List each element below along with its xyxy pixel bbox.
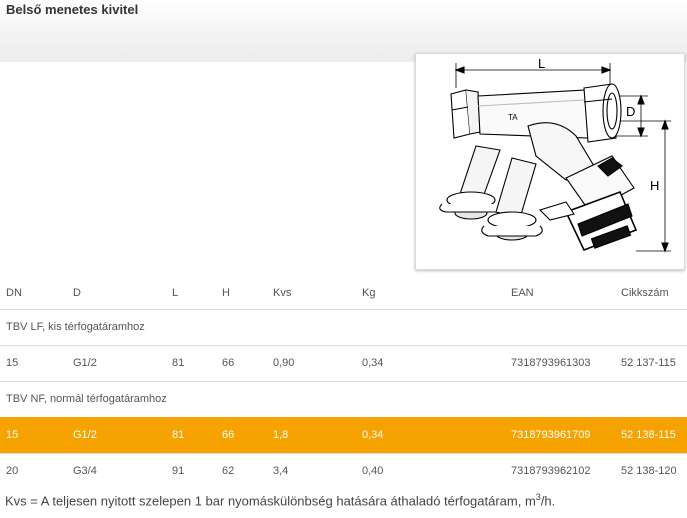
- cell-ean: 7318793961709: [511, 428, 591, 441]
- group-title: TBV NF, normál térfogatáramhoz: [6, 393, 167, 406]
- cell-cikkszam: 52 138-115: [621, 428, 676, 441]
- table-row-highlighted: [0, 417, 687, 453]
- cell-h: 62: [222, 465, 235, 478]
- footnote-suffix: /h.: [540, 493, 556, 509]
- col-kvs: Kvs: [273, 286, 292, 299]
- cell-kvs: 0,90: [273, 357, 295, 369]
- cell-h: 66: [222, 357, 235, 369]
- cell-d: G1/2: [73, 428, 97, 441]
- body-marking: TA: [508, 113, 518, 122]
- cell-kg: 0,40: [362, 465, 384, 478]
- dim-label-h: H: [650, 178, 660, 193]
- cell-ean: 7318793961303: [511, 357, 591, 369]
- cell-cikkszam: 52 138-120: [621, 465, 677, 478]
- cell-dn: 15: [6, 357, 19, 369]
- col-ean: EAN: [511, 286, 534, 299]
- cell-l: 81: [172, 428, 185, 441]
- cell-kg: 0,34: [362, 357, 384, 369]
- col-h: H: [222, 286, 230, 299]
- cell-kg: 0,34: [362, 428, 384, 441]
- cell-cikkszam: 52 137-115: [621, 357, 676, 369]
- col-kg: Kg: [362, 286, 376, 299]
- group-header-row: [0, 309, 687, 345]
- table-row: [0, 453, 687, 489]
- cell-ean: 7318793962102: [511, 465, 591, 478]
- dim-label-d: D: [626, 104, 636, 119]
- cell-dn: 20: [6, 465, 19, 478]
- col-d: D: [73, 286, 81, 299]
- table-row: [0, 345, 687, 381]
- cell-d: G3/4: [73, 465, 97, 478]
- cell-h: 66: [222, 428, 235, 441]
- group-header-row: [0, 381, 687, 417]
- cell-kvs: 1,8: [273, 428, 289, 441]
- dim-label-l: L: [538, 56, 546, 71]
- valve-drawing: [415, 53, 685, 270]
- valve-illustration: [416, 54, 684, 269]
- footnote-text: Kvs = A teljesen nyitott szelepen 1 bar nyomáskülönbség hatására áthaladó térfogatáram, m: [5, 493, 536, 509]
- cell-l: 91: [172, 465, 185, 478]
- table-header-row: [0, 277, 687, 309]
- col-dn: DN: [6, 286, 22, 299]
- product-table: [0, 277, 687, 489]
- page-title: Belső menetes kivitel: [6, 2, 139, 17]
- cell-l: 81: [172, 357, 185, 369]
- col-l: L: [172, 286, 179, 299]
- col-cikkszam: Cikkszám: [621, 286, 669, 299]
- cell-kvs: 3,4: [273, 465, 289, 478]
- group-title: TBV LF, kis térfogatáramhoz: [6, 321, 145, 333]
- footnote-sup: 3: [535, 492, 541, 502]
- cell-dn: 15: [6, 428, 19, 441]
- kvs-footnote: [5, 492, 555, 508]
- cell-d: G1/2: [73, 357, 97, 369]
